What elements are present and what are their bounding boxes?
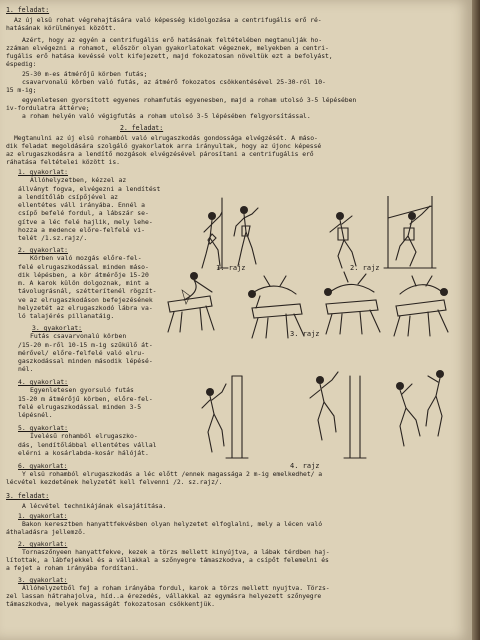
task3-intro: A lécvétel technikájának elsajátítása.	[22, 502, 167, 510]
exercise-line: állványt fogva, elvégezni a lendítést	[18, 184, 161, 193]
task2-line: dik feladat megoldására szolgáló gyakorlatok arra irányultak, hogy az újonc képessé	[6, 142, 322, 150]
task3-title: 3. feladat:	[6, 492, 50, 500]
exercise-line: a lendítőláb csípőjével az	[18, 192, 119, 201]
task1-line: Az új elsü rohat végrehajtására való képesség kidolgozása a centrifugális erő ré-	[14, 16, 322, 24]
exercise-line: ve az elrugaszkodáson befejezésének	[18, 295, 153, 304]
task1-line: Azért, hogy az egyén a centrifugális erő hatásának feltételében megtanulják ho-	[22, 36, 323, 44]
page-shadow	[472, 0, 480, 640]
exercise-line: /15-20 m-ről 10-15 m-ig szűkülő át-	[18, 340, 153, 349]
exercise-line: m. A karok külön dolgoznak, mint a	[18, 279, 149, 288]
figure-caption-1: 1. rajz	[216, 264, 246, 272]
figure-caption-4: 4. rajz	[290, 462, 320, 470]
exercise-line: Egyenletesen gyorsuló futás	[30, 386, 134, 395]
exercise-line: hozza a medence előre-felfelé vi-	[18, 226, 145, 235]
exercise-line: távolugrásnál, szétterítenél rögzít-	[18, 287, 157, 296]
task1-line: 15 m-ig;	[6, 86, 37, 94]
task3-exercise-line: támaszkodva, melyek magasságát fokozatosan csökkentjük.	[6, 600, 215, 608]
exercise-line: felé elrugaszkodással minden 3-5	[18, 402, 142, 411]
exercise-line: Ívelésű rohamból elrugaszko-	[30, 432, 138, 441]
exercise-line: Körben való mozgás előre-fel-	[30, 254, 142, 263]
task2-line: Megtanulni az új elsü rohamból való elrugaszkodás gondossága elvégzését. A máso-	[14, 134, 318, 142]
task1-line: egyenletesen gyorsított egyenes rohamfutás egyenesben, majd a roham utolsó 3-5 lépésében	[22, 96, 357, 104]
task3-exercise-line: Bakon keresztben hanyattfekvésben olyan helyzetet elfoglalni, mely a lécen való	[22, 520, 323, 528]
drawing-4-jumpers	[202, 370, 444, 458]
exercise-line: gítve a léc felé hajlik, mely lehe-	[18, 217, 153, 226]
drawing-2-athlete	[330, 196, 436, 268]
exercise-2	[18, 246, 157, 321]
exercise-line: nél.	[18, 365, 34, 374]
exercise-4	[18, 378, 153, 419]
exercise-line: felé elrugaszkodással minden máso-	[18, 262, 149, 271]
task3-exercise-line: áthaladásra jellemző.	[6, 528, 86, 536]
exercise-line: ló talajérés pillanatáig.	[18, 312, 115, 321]
exercise-line: Állóhelyzetben, kézzel az	[30, 176, 127, 185]
task3-exercise-title: 2. gyakorlat:	[18, 540, 68, 548]
exercise-6-title: 6. gyakorlat:	[18, 462, 68, 470]
task3-exercise-line: zel lassan hátrahajolva, híd..a érezedés, vállakkal az egymásra helyezett szőnyegre	[6, 592, 322, 600]
exercise-3	[18, 324, 153, 374]
task1-line: fugális erő hatása kevéssé volt kifejezett, majd fokozatosan növeltük ezt a befolyást,	[6, 52, 333, 60]
task1-title: 1. feladat:	[6, 6, 50, 14]
figure-caption-2: 2. rajz	[350, 264, 380, 272]
exercise-title: 3. gyakorlat:	[32, 324, 83, 332]
task1-line: csavarvonalú körben való futás, az átmérő fokozatos csökkentésével 25-30-ról 10-	[22, 78, 326, 86]
exercise-line: elérni a kosárlabda-kosár hálóját.	[18, 448, 149, 457]
exercise-title: 4. gyakorlat:	[18, 378, 69, 386]
drawing-1-athlete	[202, 198, 228, 268]
exercise-line: ellentétes váll irányába. Ennél a	[18, 201, 145, 210]
task2-line: az elrugaszkodásra a lendítő mozgások elvégzésével párosítani a centrifugális erő	[6, 150, 314, 158]
exercise-line: Futás csavarvonalú körben	[30, 332, 127, 341]
exercise-line: gaszkodással minden második lépésé-	[18, 357, 153, 366]
task3-exercise-title: 3. gyakorlat:	[18, 576, 68, 584]
drawing-1-athlete-2	[234, 206, 258, 266]
exercise-line: dás, lendítőlábbal ellentétes vállal	[18, 440, 157, 449]
exercise-5	[18, 424, 157, 457]
figures-area	[160, 196, 460, 472]
exercise-1	[18, 168, 160, 243]
exercise-6-line: lécvétel kezdetének helyzetét kell felvenni /2. sz.rajz/.	[6, 478, 223, 486]
task2-line: ráhatása feltételei között is.	[6, 158, 120, 166]
task3-exercise-line: Tornaszőnyeen hanyattfekve, kezek a törzs mellett kinyújtva, a lábak térdben haj-	[22, 548, 330, 556]
exercise-title: 5. gyakorlat:	[18, 424, 69, 432]
task3-exercise-line: lítottak, a lábfejekkel és a vállakkal a szőnyegre támaszkodva, a csípőt felemelni és	[6, 556, 329, 564]
exercise-line: telét /1.sz.rajz/.	[18, 234, 88, 243]
drawing-3-horses	[168, 272, 448, 338]
figure-caption-3: 3. rajz	[290, 330, 320, 338]
exercise-line: dik lépésben, a kör átmérője 15-20	[18, 270, 149, 279]
task1-line: hatásának körülményei között.	[6, 24, 117, 32]
task1-line: 25-30 m-es átmérőjű körben futás;	[22, 70, 148, 78]
exercise-line: helyzetét az elrugaszkodó lábra va-	[18, 304, 153, 313]
exercise-line: mérővel/ előre-felfelé való elru-	[18, 348, 145, 357]
task1-line: zzáman elvégezni a rohamot, először olyan gyakorlatokat végeznek, melyekben a centri-	[6, 44, 329, 52]
task1-line: éspedig:	[6, 60, 37, 68]
task3-exercise-line: a fejet a roham irányába fordítani.	[6, 564, 139, 572]
task1-line: iv-fordulatra áttérve;	[6, 104, 90, 112]
task2-title: 2. feladat:	[120, 124, 164, 132]
task3-exercise-line: Állóhelyzetből fej a roham irányába fordul, karok a törzs mellett nyujtva. Törzs-	[22, 584, 330, 592]
exercise-line: lépésnél.	[18, 411, 53, 420]
task1-line: a roham helyén való végigfutás a roham utolsó 3-5 lépésében felgyorsítással.	[22, 112, 311, 120]
exercise-6-line: Y elsü rohamból elrugaszkodás a léc előtt /ennek magassága 2 m-ig emelkedhet/ a	[22, 470, 323, 478]
task3-exercise-title: 1. gyakorlat:	[18, 512, 68, 520]
exercise-title: 1. gyakorlat:	[18, 168, 69, 176]
exercise-title: 2. gyakorlat:	[18, 246, 69, 254]
exercise-line: 15-20 m átmérőjű körben, előre-fel-	[18, 394, 153, 403]
exercise-line: csípő befelé fordul, a lábszár se-	[18, 209, 149, 218]
